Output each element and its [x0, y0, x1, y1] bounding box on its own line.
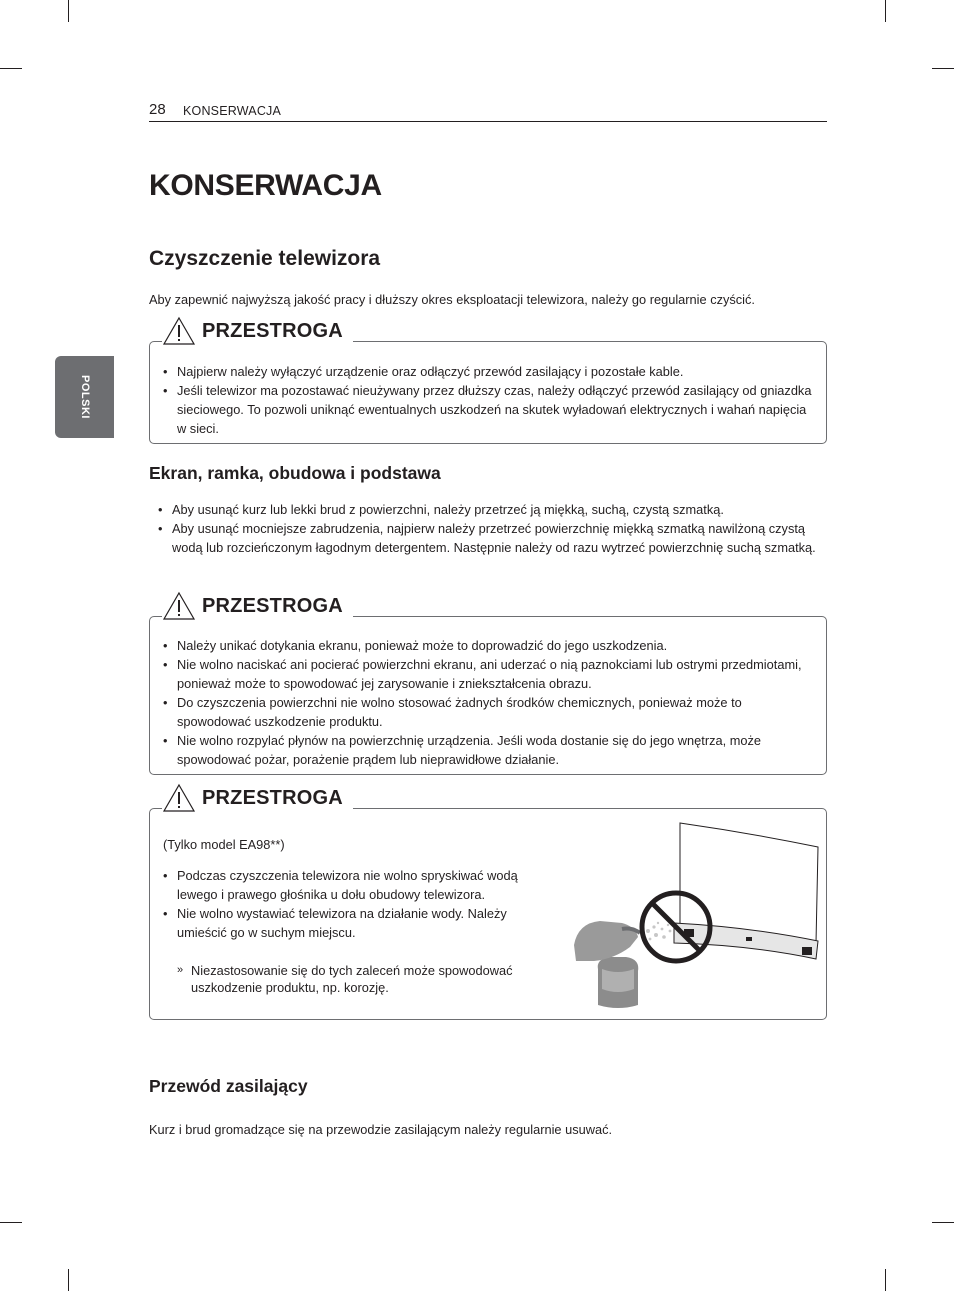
caution-title: PRZESTROGA	[202, 594, 343, 617]
caution-header	[162, 316, 353, 346]
crop-mark	[68, 0, 69, 22]
warning-triangle-icon	[162, 316, 196, 346]
model-note: (Tylko model EA98**)	[163, 837, 285, 852]
sub-list-item: » Niezastosowanie się do tych zaleceń może spowodować uszkodzenie produktu, np. korozję.	[177, 962, 521, 996]
list-item: • Aby usunąć mocniejsze zabrudzenia, najpierw należy przetrzeć powierzchnię miękką szmatką nawilżoną czystą wodą lub rozcieńczonym łagodnym detergentem. Następnie należy od razu wytrzeć powierzchnię suchą szmatką.	[158, 519, 818, 557]
crop-mark	[885, 1269, 886, 1291]
power-cord-paragraph: Kurz i brud gromadzące się na przewodzie zasilającym należy regularnie usuwać.	[149, 1122, 613, 1137]
caution-title: PRZESTROGA	[202, 319, 343, 342]
warning-triangle-icon	[162, 591, 196, 621]
caution-box-2	[149, 594, 827, 775]
list-item: • Nie wolno naciskać ani pocierać powierzchni ekranu, ani uderzać o nią paznokciami lub ostrymi przedmiotami, ponieważ może to spowodować jej zarysowanie i zniekształcenia obrazu.	[163, 655, 813, 693]
language-tab	[55, 356, 114, 438]
list-item: • Podczas czyszczenia telewizora nie wolno spryskiwać wodą lewego i prawego głośnika u dołu obudowy telewizora.	[163, 866, 523, 904]
intro-paragraph: Aby zapewnić najwyższą jakość pracy i dłuższy okres eksploatacji telewizora, należy go regularnie czyścić.	[149, 292, 755, 307]
list-item: • Najpierw należy wyłączyć urządzenie oraz odłączyć przewód zasilający i pozostałe kable.	[163, 362, 813, 381]
list-item: • Do czyszczenia powierzchni nie wolno stosować żadnych środków chemicznych, ponieważ może to spowodować uszkodzenie produktu.	[163, 693, 813, 731]
crop-mark	[932, 1222, 954, 1223]
crop-mark	[0, 68, 22, 69]
curved-tv-icon	[674, 823, 818, 959]
header-rule	[149, 121, 827, 122]
screen-cleaning-list	[158, 500, 818, 557]
caution-header	[162, 591, 353, 621]
list-item: • Jeśli telewizor ma pozostawać nieużywany przez dłuższy czas, należy odłączyć przewód zasilający od gniazdka sieciowego. To pozwoli uniknąć ewentualnych uszkodzeń na skutek wyładowań elektrycznych i wahań napięcia w sieci.	[163, 381, 813, 438]
spray-mist	[646, 922, 671, 941]
caution-list	[163, 362, 813, 438]
section-heading-cleaning: Czyszczenie telewizora	[149, 247, 381, 270]
spray-warning-illustration	[570, 819, 820, 1009]
section-heading-screen: Ekran, ramka, obudowa i podstawa	[149, 463, 441, 483]
caution-title: PRZESTROGA	[202, 786, 343, 809]
page-number: 28	[149, 101, 166, 118]
list-item: • Nie wolno rozpylać płynów na powierzchnię urządzenia. Jeśli woda dostanie się do jego wnętrza, może spowodować pożar, porażenie prądem lub nieprawidłowe działanie.	[163, 731, 813, 769]
caution-header	[162, 783, 353, 813]
running-header: KONSERWACJA	[183, 104, 282, 118]
list-item: • Aby usunąć kurz lub lekki brud z powierzchni, należy przetrzeć ją miękką, suchą, czystą szmatką.	[158, 500, 818, 519]
crop-mark	[68, 1269, 69, 1291]
list-item: • Nie wolno wystawiać telewizora na działanie wody. Należy umieścić go w suchym miejscu.	[163, 904, 523, 942]
spray-bottle-hand-icon	[574, 921, 640, 1008]
caution-box-1	[149, 319, 827, 444]
warning-triangle-icon	[162, 783, 196, 813]
crop-mark	[932, 68, 954, 69]
crop-mark	[0, 1222, 22, 1223]
caution-list	[163, 866, 523, 942]
caution-list	[163, 636, 813, 769]
list-item: • Należy unikać dotykania ekranu, ponieważ może to doprowadzić do jego uszkodzenia.	[163, 636, 813, 655]
page-title: KONSERWACJA	[149, 169, 382, 202]
crop-mark	[885, 0, 886, 22]
caution-box-3	[149, 786, 827, 1020]
section-heading-power-cord: Przewód zasilający	[149, 1076, 308, 1096]
language-tab-label: POLSKI	[78, 375, 91, 419]
